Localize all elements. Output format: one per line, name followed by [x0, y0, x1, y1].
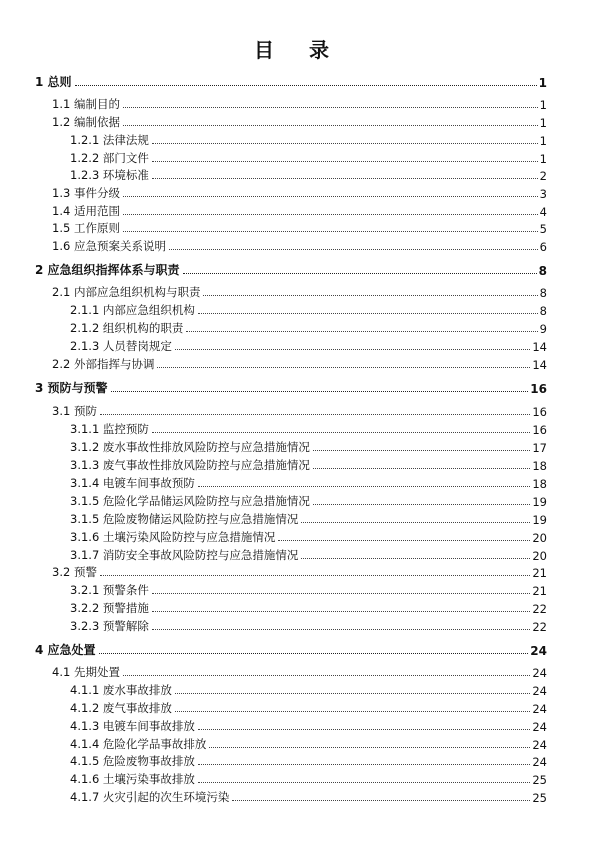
- toc-entry-label: 3 预防与预警: [35, 381, 108, 395]
- toc-entry[interactable]: [70, 581, 547, 598]
- toc-leader-dots: [100, 575, 530, 576]
- toc-leader-dots: [152, 432, 530, 433]
- toc-leader-dots: [152, 593, 530, 594]
- toc-entry-label: 3.1.5 危险废物储运风险防控与应急措施情况: [70, 512, 299, 526]
- toc-entry-page-number: 25: [532, 773, 547, 787]
- toc-entry-label: 2.2 外部指挥与协调: [52, 357, 155, 371]
- toc-leader-dots: [123, 107, 538, 108]
- toc-entry-label: 3.2.3 预警解除: [70, 619, 149, 633]
- toc-entry-label: 1 总则: [35, 75, 72, 89]
- toc-leader-dots: [152, 143, 538, 144]
- toc-entry[interactable]: [70, 770, 547, 787]
- toc-entry[interactable]: [52, 202, 547, 219]
- toc-entry-page-number: 16: [532, 405, 547, 419]
- toc-entry[interactable]: [52, 113, 547, 130]
- page-title: 目 录: [254, 38, 343, 62]
- toc-leader-dots: [232, 800, 530, 801]
- toc-leader-dots: [75, 85, 537, 86]
- toc-leader-dots: [198, 313, 538, 314]
- toc-entry-page-number: 17: [532, 441, 547, 455]
- toc-entry-page-number: 9: [539, 322, 547, 336]
- toc-entry[interactable]: [52, 219, 547, 236]
- toc-entry[interactable]: [35, 261, 547, 278]
- toc-entry[interactable]: [70, 337, 547, 354]
- toc-entry-label: 3.1.4 电镀车间事故预防: [70, 476, 195, 490]
- toc-entry[interactable]: [70, 528, 547, 545]
- toc-entry-page-number: 1: [538, 76, 547, 90]
- toc-entry[interactable]: [70, 681, 547, 698]
- toc-entry-page-number: 1: [539, 98, 547, 112]
- toc-entry-label: 1.2.2 部门文件: [70, 151, 149, 165]
- toc-leader-dots: [175, 693, 530, 694]
- toc-entry-page-number: 20: [532, 549, 547, 563]
- toc-leader-dots: [123, 675, 530, 676]
- toc-leader-dots: [152, 629, 530, 630]
- toc-entry-label: 3.1.5 危险化学品储运风险防控与应急措施情况: [70, 494, 310, 508]
- toc-entry[interactable]: [70, 438, 547, 455]
- toc-leader-dots: [175, 711, 530, 712]
- toc-entry[interactable]: [52, 283, 547, 300]
- toc-entry[interactable]: [70, 319, 547, 336]
- toc-leader-dots: [313, 450, 530, 451]
- toc-entry[interactable]: [70, 301, 547, 318]
- toc-entry-label: 4.1.4 危险化学品事故排放: [70, 737, 207, 751]
- toc-entry[interactable]: [70, 492, 547, 509]
- toc-entry[interactable]: [70, 456, 547, 473]
- toc-entry-label: 1.3 事件分级: [52, 186, 120, 200]
- toc-entry[interactable]: [52, 184, 547, 201]
- toc-entry-page-number: 5: [539, 222, 547, 236]
- toc-entry-page-number: 3: [539, 187, 547, 201]
- toc-entry-page-number: 24: [532, 755, 547, 769]
- toc-entry-label: 1.4 适用范围: [52, 204, 120, 218]
- toc-entry[interactable]: [52, 95, 547, 112]
- toc-leader-dots: [99, 653, 529, 654]
- toc-entry-page-number: 18: [532, 477, 547, 491]
- toc-entry-page-number: 14: [532, 358, 547, 372]
- toc-leader-dots: [198, 729, 530, 730]
- toc-leader-dots: [203, 295, 537, 296]
- toc-entry-label: 1.2.3 环境标准: [70, 168, 149, 182]
- toc-entry-label: 2.1.1 内部应急组织机构: [70, 303, 195, 317]
- toc-entry[interactable]: [35, 641, 547, 658]
- toc-entry[interactable]: [52, 563, 547, 580]
- toc-entry[interactable]: [35, 379, 547, 396]
- toc-entry-page-number: 8: [539, 286, 547, 300]
- toc-leader-dots: [313, 504, 530, 505]
- toc-entry-label: 4 应急处置: [35, 643, 96, 657]
- toc-entry-label: 4.1.3 电镀车间事故排放: [70, 719, 195, 733]
- toc-entry-page-number: 24: [532, 666, 547, 680]
- toc-leader-dots: [198, 782, 530, 783]
- toc-leader-dots: [123, 231, 538, 232]
- toc-entry-label: 2.1 内部应急组织机构与职责: [52, 285, 201, 299]
- toc-leader-dots: [111, 391, 529, 392]
- toc-entry[interactable]: [70, 735, 547, 752]
- toc-entry-page-number: 22: [532, 620, 547, 634]
- toc-entry-label: 3.1.7 消防安全事故风险防控与应急措施情况: [70, 548, 299, 562]
- toc-entry[interactable]: [70, 546, 547, 563]
- toc-entry-page-number: 22: [532, 602, 547, 616]
- toc-entry-label: 4.1 先期处置: [52, 665, 120, 679]
- toc-entry-page-number: 21: [532, 566, 547, 580]
- toc-leader-dots: [169, 249, 538, 250]
- toc-entry-page-number: 8: [539, 304, 547, 318]
- toc-entry-label: 1.2 编制依据: [52, 115, 120, 129]
- toc-entry[interactable]: [52, 402, 547, 419]
- toc-entry-label: 4.1.6 土壤污染事故排放: [70, 772, 195, 786]
- toc-entry-page-number: 8: [538, 264, 547, 278]
- toc-entry-page-number: 4: [539, 205, 547, 219]
- toc-entry-label: 3.2.1 预警条件: [70, 583, 149, 597]
- toc-entry-page-number: 24: [532, 702, 547, 716]
- toc-entry[interactable]: [70, 788, 547, 805]
- toc-entry-label: 3.1.6 土壤污染风险防控与应急措施情况: [70, 530, 276, 544]
- toc-entry-page-number: 1: [539, 134, 547, 148]
- toc-entry-label: 3.2.2 预警措施: [70, 601, 149, 615]
- toc-entry[interactable]: [70, 699, 547, 716]
- toc-entry[interactable]: [70, 717, 547, 734]
- toc-entry-page-number: 16: [530, 382, 547, 396]
- toc-entry-label: 3.1.3 废气事故性排放风险防控与应急措施情况: [70, 458, 310, 472]
- toc-leader-dots: [123, 214, 538, 215]
- toc-leader-dots: [209, 747, 530, 748]
- toc-leader-dots: [198, 764, 530, 765]
- toc-leader-dots: [313, 468, 530, 469]
- toc-entry-label: 4.1.7 火灾引起的次生环境污染: [70, 790, 230, 804]
- toc-entry-label: 1.1 编制目的: [52, 97, 120, 111]
- toc-leader-dots: [301, 558, 530, 559]
- toc-entry-page-number: 24: [532, 720, 547, 734]
- toc-entry-page-number: 19: [532, 495, 547, 509]
- toc-entry-label: 3.1.1 监控预防: [70, 422, 149, 436]
- toc-entry-page-number: 14: [532, 340, 547, 354]
- toc-entry-label: 3.1 预防: [52, 404, 97, 418]
- toc-leader-dots: [123, 125, 538, 126]
- toc-entry[interactable]: [70, 510, 547, 527]
- toc-entry-page-number: 19: [532, 513, 547, 527]
- toc-entry-page-number: 20: [532, 531, 547, 545]
- toc-entry-page-number: 24: [530, 644, 547, 658]
- toc-entry-page-number: 16: [532, 423, 547, 437]
- toc-entry[interactable]: [52, 237, 547, 254]
- toc-entry[interactable]: [70, 131, 547, 148]
- toc-entry[interactable]: [52, 355, 547, 372]
- toc-entry-page-number: 25: [532, 791, 547, 805]
- toc-entry-label: 3.1.2 废水事故性排放风险防控与应急措施情况: [70, 440, 310, 454]
- toc-entry-page-number: 24: [532, 738, 547, 752]
- toc-entry[interactable]: [35, 73, 547, 90]
- toc-entry-label: 4.1.5 危险废物事故排放: [70, 754, 195, 768]
- toc-entry-page-number: 1: [539, 116, 547, 130]
- toc-leader-dots: [175, 349, 530, 350]
- toc-entry-page-number: 24: [532, 684, 547, 698]
- toc-leader-dots: [152, 611, 530, 612]
- toc-entry-label: 1.2.1 法律法规: [70, 133, 149, 147]
- toc-entry-page-number: 2: [539, 169, 547, 183]
- toc-entry-label: 2 应急组织指挥体系与职责: [35, 263, 180, 277]
- toc-entry-label: 1.5 工作原则: [52, 221, 120, 235]
- toc-leader-dots: [278, 540, 530, 541]
- toc-entry[interactable]: [70, 149, 547, 166]
- toc-leader-dots: [183, 273, 537, 274]
- toc-entry-label: 3.2 预警: [52, 565, 97, 579]
- toc-entry-label: 1.6 应急预案关系说明: [52, 239, 166, 253]
- toc-entry[interactable]: [52, 663, 547, 680]
- toc-leader-dots: [152, 161, 538, 162]
- toc-entry[interactable]: [70, 617, 547, 634]
- toc-entry-label: 2.1.3 人员替岗规定: [70, 339, 172, 353]
- toc-leader-dots: [301, 522, 530, 523]
- toc-entry[interactable]: [70, 599, 547, 616]
- toc-entry-page-number: 6: [539, 240, 547, 254]
- toc-entry[interactable]: [70, 166, 547, 183]
- toc-leader-dots: [123, 196, 538, 197]
- toc-entry[interactable]: [70, 420, 547, 437]
- toc-entry[interactable]: [70, 752, 547, 769]
- toc-entry-label: 4.1.2 废气事故排放: [70, 701, 172, 715]
- toc-leader-dots: [152, 178, 538, 179]
- toc-leader-dots: [186, 331, 537, 332]
- toc-entry-page-number: 1: [539, 152, 547, 166]
- toc-leader-dots: [157, 367, 530, 368]
- toc-entry-label: 4.1.1 废水事故排放: [70, 683, 172, 697]
- toc-leader-dots: [100, 414, 530, 415]
- toc-entry-label: 2.1.2 组织机构的职责: [70, 321, 184, 335]
- toc-entry-page-number: 21: [532, 584, 547, 598]
- toc-entry[interactable]: [70, 474, 547, 491]
- toc-entry-page-number: 18: [532, 459, 547, 473]
- toc-leader-dots: [198, 486, 530, 487]
